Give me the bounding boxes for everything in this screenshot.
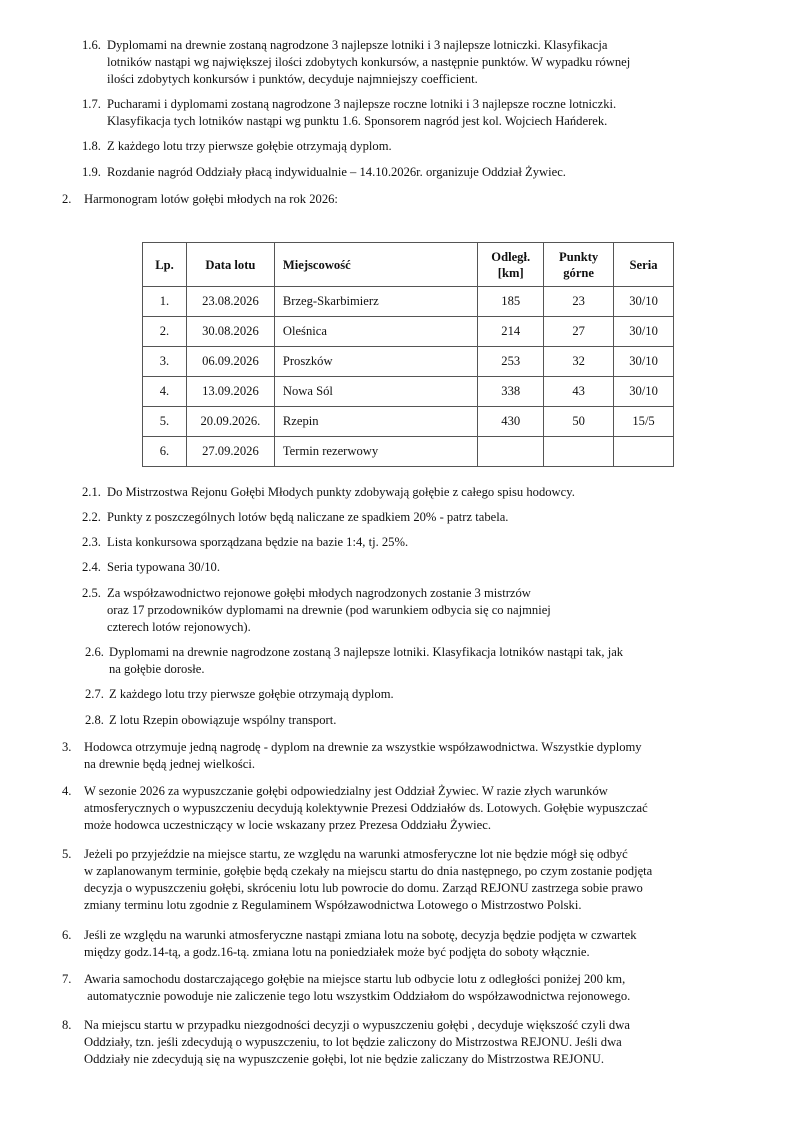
item-2-8 xyxy=(85,712,336,729)
item-text-line: Oddziały nie zdecydują się na wypuszczenie gołębi, lot nie będzie zaliczany do Mistrzostwa REJONU. xyxy=(84,1052,605,1066)
cell-lp: 5. xyxy=(143,407,187,437)
cell-points: 43 xyxy=(544,377,614,407)
item-2-7 xyxy=(85,686,394,703)
item-text-line: na drewnie będą jednej wielkości. xyxy=(84,757,255,771)
cell-distance: 430 xyxy=(478,407,544,437)
item-number: 2.4. xyxy=(82,560,101,574)
item-text-line: Klasyfikacja tych lotników nastąpi wg punktu 1.6. Sponsorem nagród jest kol. Wojciech Hańderek. xyxy=(107,114,608,128)
flight-schedule-table xyxy=(142,242,674,467)
cell-points: 27 xyxy=(544,317,614,347)
table-row xyxy=(143,287,674,317)
item-text: Rozdanie nagród Oddziały płacą indywidualnie – 14.10.2026r. organizuje Oddział Żywiec. xyxy=(107,165,566,179)
header-place: Miejscowość xyxy=(274,243,477,287)
cell-distance: 214 xyxy=(478,317,544,347)
item-1-8 xyxy=(82,138,392,155)
section-number: 2. xyxy=(62,192,72,206)
cell-place: Rzepin xyxy=(274,407,477,437)
item-3 xyxy=(62,739,642,773)
item-text: Seria typowana 30/10. xyxy=(107,560,220,574)
item-number: 2.7. xyxy=(85,687,104,701)
table-row xyxy=(143,377,674,407)
cell-date: 23.08.2026 xyxy=(186,287,274,317)
item-text: Do Mistrzostwa Rejonu Gołębi Młodych punkty zdobywają gołębie z całego spisu hodowcy. xyxy=(107,485,575,499)
item-number: 4. xyxy=(62,784,72,798)
item-text-line: atmosferycznych o wypuszczeniu decydują kolektywnie Prezesi Oddziałów ds. Lotowych. Gołębie wypuszczać xyxy=(84,801,648,815)
item-text: Punkty z poszczególnych lotów będą naliczane ze spadkiem 20% - patrz tabela. xyxy=(107,510,509,524)
item-text-line: Dyplomami na drewnie nagrodzone zostaną 3 najlepsze lotniki. Klasyfikacja lotników nastąpi tak, jak xyxy=(109,645,624,659)
section-title: Harmonogram lotów gołębi młodych na rok 2026: xyxy=(84,192,338,206)
table-row xyxy=(143,407,674,437)
item-number: 6. xyxy=(62,928,72,942)
item-text-line: decyzja o wypuszczeniu gołębi, skróceniu lotu lub powrocie do domu. Zarząd REJONU zastrzega sobie prawo xyxy=(84,881,643,895)
cell-points: 32 xyxy=(544,347,614,377)
item-number: 3. xyxy=(62,740,72,754)
table-row xyxy=(143,347,674,377)
item-text-line: Pucharami i dyplomami zostaną nagrodzone 3 najlepsze roczne lotniki i 3 najlepsze roczne lotniczki. xyxy=(107,97,617,111)
cell-points xyxy=(544,437,614,467)
item-number: 1.8. xyxy=(82,139,101,153)
section-2-heading xyxy=(62,191,338,208)
cell-series xyxy=(614,437,674,467)
table-header-row xyxy=(143,243,674,287)
cell-date: 13.09.2026 xyxy=(186,377,274,407)
cell-distance: 185 xyxy=(478,287,544,317)
item-text-line: zmiany terminu lotu zgodnie z Regulaminem Współzawodnictwa Lotowego o Mistrzostwo Polski. xyxy=(84,898,582,912)
item-1-9 xyxy=(82,164,566,181)
item-text: Z każdego lotu trzy pierwsze gołębie otrzymają dyplom. xyxy=(107,139,392,153)
item-text-line: lotników nastąpi wg największej ilości zdobytych konkursów, a następnie punktów. W wypadku równej xyxy=(107,55,631,69)
header-distance: Odległ. [km] xyxy=(478,243,544,287)
cell-lp: 6. xyxy=(143,437,187,467)
item-number: 2.6. xyxy=(85,645,104,659)
item-text-line: Oddziały, tzn. jeśli zdecydują o wypuszczeniu, to lot będzie zaliczony do Mistrzostwa REJONU. Jeśli dwa xyxy=(84,1035,622,1049)
cell-date: 20.09.2026. xyxy=(186,407,274,437)
item-number: 1.7. xyxy=(82,97,101,111)
item-2-5 xyxy=(82,585,551,636)
cell-series: 30/10 xyxy=(614,347,674,377)
cell-place: Nowa Sól xyxy=(274,377,477,407)
item-number: 2.1. xyxy=(82,485,101,499)
item-text-line: Awaria samochodu dostarczającego gołębie na miejsce startu lub odbycie lotu z odległości poniżej 200 km, xyxy=(84,972,626,986)
item-text-line: Jeśli ze względu na warunki atmosferyczne nastąpi zmiana lotu na sobotę, decyzja będzie podjęta w czwartek xyxy=(84,928,637,942)
table-row xyxy=(143,317,674,347)
cell-place: Proszków xyxy=(274,347,477,377)
item-6 xyxy=(62,927,637,961)
cell-series: 30/10 xyxy=(614,287,674,317)
cell-place: Oleśnica xyxy=(274,317,477,347)
item-text-line: Hodowca otrzymuje jedną nagrodę - dyplom na drewnie za wszystkie współzawodnictwa. Wszystkie dyplomy xyxy=(84,740,642,754)
table-row xyxy=(143,437,674,467)
item-2-4 xyxy=(82,559,220,576)
cell-date: 06.09.2026 xyxy=(186,347,274,377)
cell-series: 30/10 xyxy=(614,377,674,407)
item-number: 5. xyxy=(62,847,72,861)
cell-distance: 253 xyxy=(478,347,544,377)
cell-distance xyxy=(478,437,544,467)
header-points: Punkty górne xyxy=(544,243,614,287)
item-number: 8. xyxy=(62,1018,72,1032)
item-text-line: ilości zdobytych konkursów i punktów, decyduje najmniejszy coefficient. xyxy=(107,72,478,86)
item-text: Lista konkursowa sporządzana będzie na bazie 1:4, tj. 25%. xyxy=(107,535,409,549)
item-8 xyxy=(62,1017,630,1068)
item-2-3 xyxy=(82,534,408,551)
item-text-line: oraz 17 przodowników dyplomami na drewnie (pod warunkiem odbycia się co najmniej xyxy=(107,603,551,617)
cell-lp: 1. xyxy=(143,287,187,317)
item-text-line: między godz.14-tą, a godz.16-tą. zmiana lotu na poniedziałek może być podjęta do soboty włącznie. xyxy=(84,945,590,959)
cell-lp: 3. xyxy=(143,347,187,377)
item-text-line: Dyplomami na drewnie zostaną nagrodzone 3 najlepsze lotniki i 3 najlepsze lotniczki. Klasyfikacja xyxy=(107,38,608,52)
item-text-line: Za współzawodnictwo rejonowe gołębi młodych nagrodzonych zostanie 3 mistrzów xyxy=(107,586,531,600)
item-1-6 xyxy=(82,37,630,88)
header-lp: Lp. xyxy=(143,243,187,287)
item-number: 1.9. xyxy=(82,165,101,179)
cell-lp: 2. xyxy=(143,317,187,347)
cell-date: 30.08.2026 xyxy=(186,317,274,347)
item-number: 2.8. xyxy=(85,713,104,727)
item-2-6 xyxy=(85,644,623,678)
cell-points: 50 xyxy=(544,407,614,437)
item-text-line: W sezonie 2026 za wypuszczanie gołębi odpowiedzialny jest Oddział Żywiec. W razie złych warunków xyxy=(84,784,608,798)
item-text-line: czterech lotów rejonowych). xyxy=(107,620,251,634)
item-number: 2.2. xyxy=(82,510,101,524)
cell-distance: 338 xyxy=(478,377,544,407)
item-text: Z każdego lotu trzy pierwsze gołębie otrzymają dyplom. xyxy=(109,687,394,701)
item-text-line: Jeżeli po przyjeździe na miejsce startu, ze względu na warunki atmosferyczne lot nie będzie mógł się odbyć xyxy=(84,847,628,861)
item-number: 2.3. xyxy=(82,535,101,549)
item-7 xyxy=(62,971,630,1005)
item-4 xyxy=(62,783,648,834)
cell-place: Termin rezerwowy xyxy=(274,437,477,467)
cell-lp: 4. xyxy=(143,377,187,407)
item-text-line: automatycznie powoduje nie zaliczenie tego lotu wszystkim Oddziałom do współzawodnictwa rejonowego. xyxy=(84,989,631,1003)
item-2-1 xyxy=(82,484,575,501)
cell-points: 23 xyxy=(544,287,614,317)
item-text-line: Na miejscu startu w przypadku niezgodności decyzji o wypuszczeniu gołębi , decyduje większość czyli dwa xyxy=(84,1018,630,1032)
item-text: Z lotu Rzepin obowiązuje wspólny transport. xyxy=(109,713,337,727)
item-text-line: na gołębie dorosłe. xyxy=(109,662,205,676)
header-series: Seria xyxy=(614,243,674,287)
cell-place: Brzeg-Skarbimierz xyxy=(274,287,477,317)
item-number: 2.5. xyxy=(82,586,101,600)
cell-series: 15/5 xyxy=(614,407,674,437)
item-text-line: w zaplanowanym terminie, gołębie będą czekały na miejscu startu do dnia następnego, po czym zostanie podjęta xyxy=(84,864,653,878)
item-5 xyxy=(62,846,652,914)
cell-date: 27.09.2026 xyxy=(186,437,274,467)
item-text-line: może hodowca uczestniczący w locie wskazany przez Prezesa Oddziału Żywiec. xyxy=(84,818,492,832)
cell-series: 30/10 xyxy=(614,317,674,347)
item-number: 1.6. xyxy=(82,38,101,52)
header-date: Data lotu xyxy=(186,243,274,287)
item-number: 7. xyxy=(62,972,72,986)
item-1-7 xyxy=(82,96,617,130)
item-2-2 xyxy=(82,509,508,526)
